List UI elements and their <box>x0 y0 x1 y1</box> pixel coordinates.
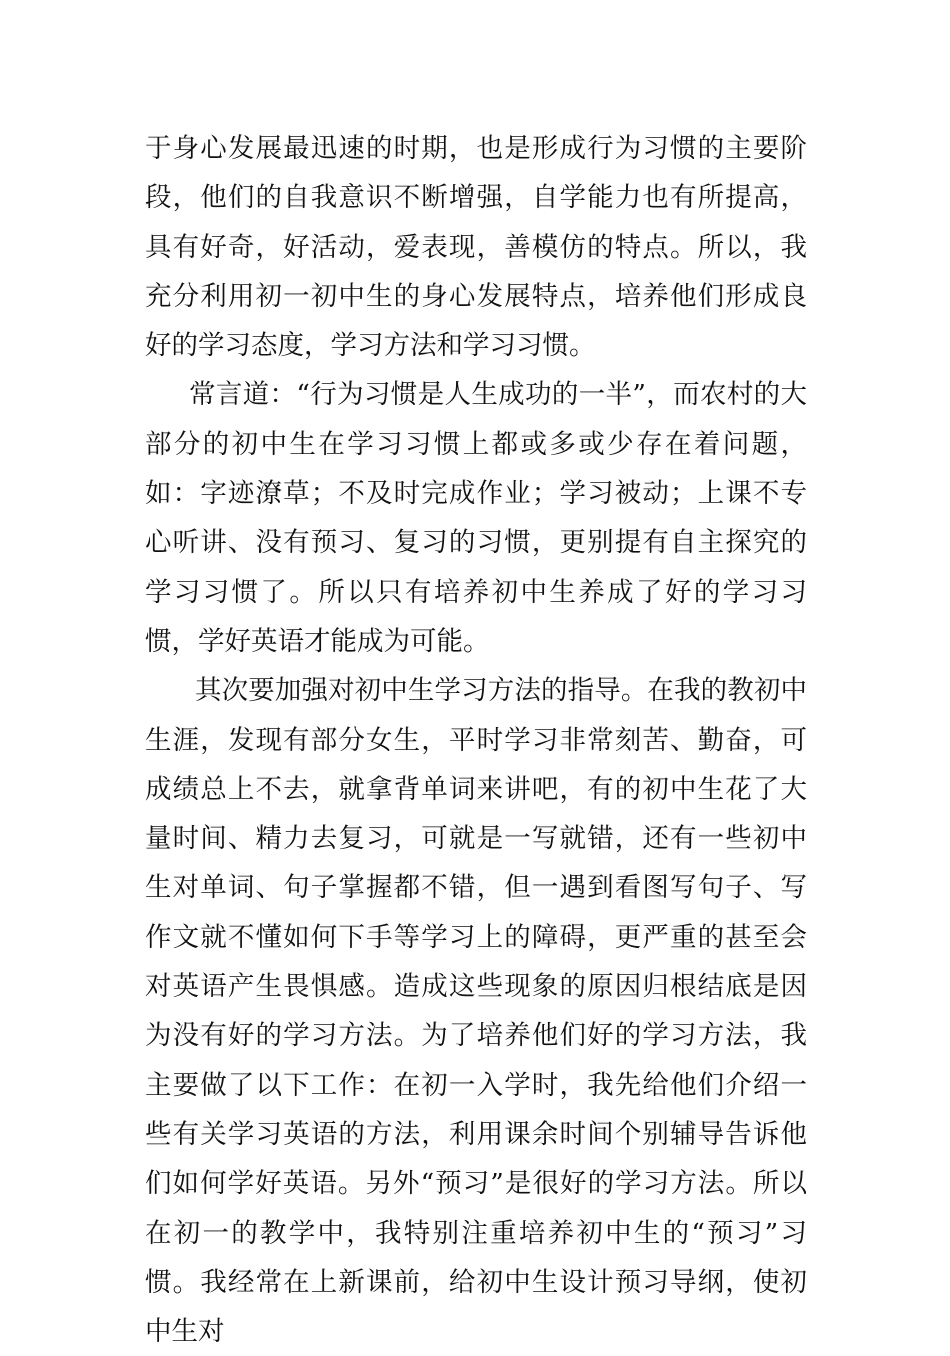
paragraph-2: 常言道：“行为习惯是人生成功的一半”，而农村的大部分的初中生在学习习惯上都或多或少存在着问题，如：字迹潦草；不及时完成作业；学习被动；上课不专心听讲、没有预习、复习的习惯，更别提有自主探究的学习习惯了。所以只有培养初中生养成了好的学习习惯，学好英语才能成为可能。 <box>145 379 807 657</box>
document-body <box>145 124 807 1356</box>
paragraph-3: 其次要加强对初中生学习方法的指导。在我的教初中生涯，发现有部分女生，平时学习非常刻苦、勤奋，可成绩总上不去，就拿背单词来讲吧，有的初中生花了大量时间、精力去复习，可就是一写就错，还有一些初中生对单词、句子掌握都不错，但一遇到看图写句子、写作文就不懂如何下手等学习上的障碍，更严重的甚至会对英语产生畏惧感。造成这些现象的原因归根结底是因为没有好的学习方法。为了培养他们好的学习方法，我主要做了以下工作：在初一入学时，我先给他们介绍一些有关学习英语的方法，利用课余时间个别辅导告诉他们如何学好英语。另外“预习”是很好的学习方法。所以在初一的教学中，我特别注重培养初中生的“预习”习惯。我经常在上新课前，给初中生设计预习导纲，使初中生对 <box>145 675 807 1348</box>
paragraph-1: 于身心发展最迅速的时期，也是形成行为习惯的主要阶段，他们的自我意识不断增强，自学能力也有所提高，具有好奇，好活动，爱表现，善模仿的特点。所以，我充分利用初一初中生的身心发展特点，培养他们形成良好的学习态度，学习方法和学习习惯。 <box>145 133 807 362</box>
